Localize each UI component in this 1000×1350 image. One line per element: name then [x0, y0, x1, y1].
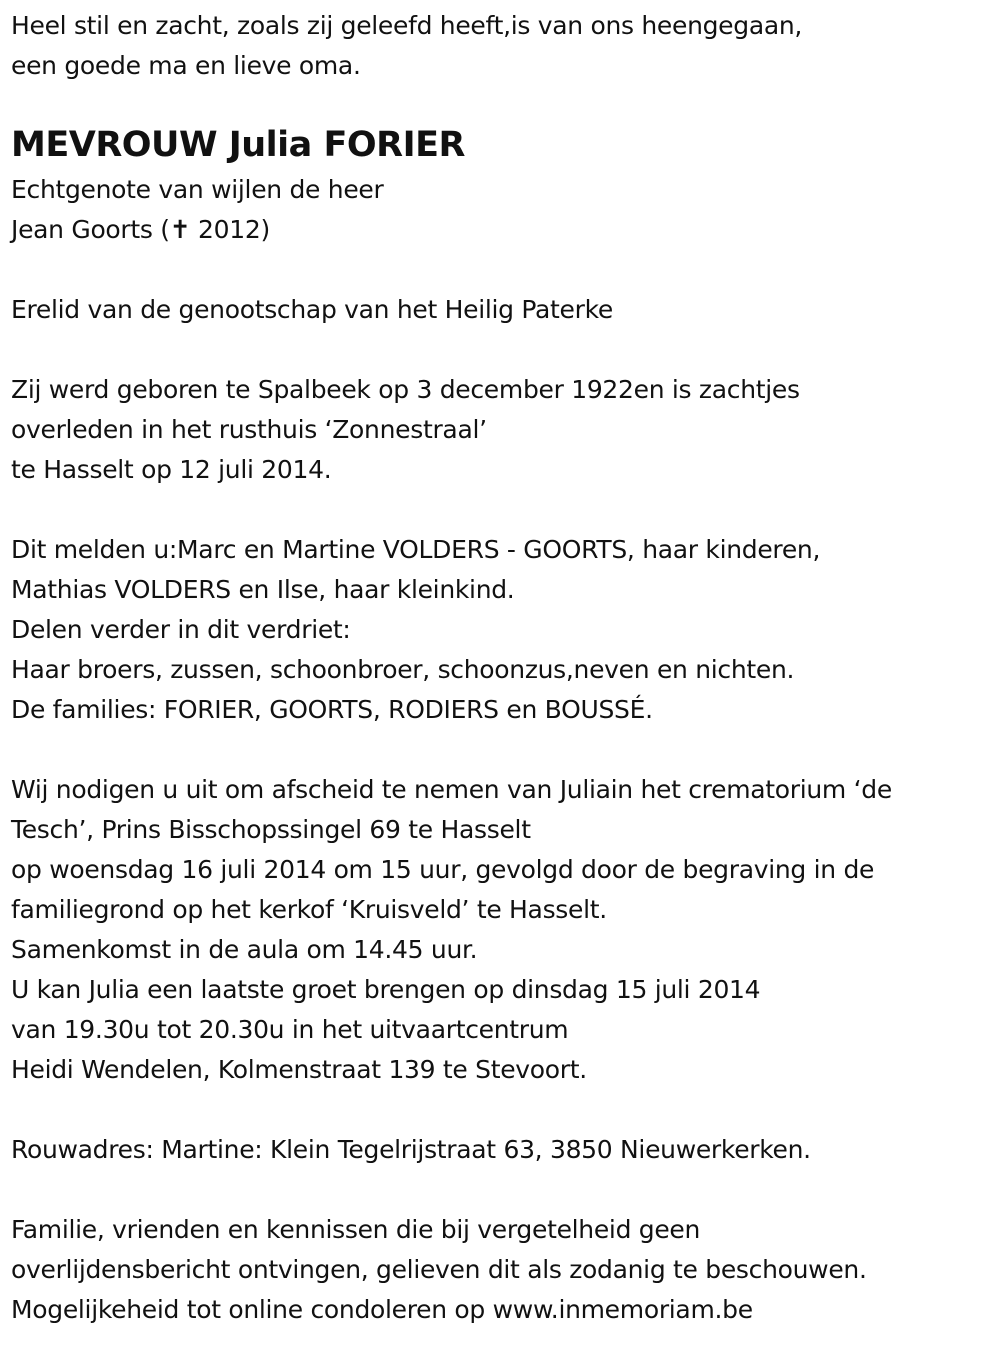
- closing-line: Mogelijkeheid tot online condoleren op www.inmemoriam.be: [11, 1295, 753, 1324]
- mourning-address: Rouwadres: Martine: Klein Tegelrijstraat 63, 3850 Nieuwerkerken.: [11, 1135, 811, 1164]
- ceremony-line: van 19.30u tot 20.30u in het uitvaartcentrum: [11, 1015, 569, 1044]
- announcers-line: Haar broers, zussen, schoonbroer, schoonzus,neven en nichten.: [11, 655, 795, 684]
- announcers-line: Delen verder in dit verdriet:: [11, 615, 351, 644]
- spacer: [11, 1090, 996, 1130]
- deceased-name: MEVROUW Julia FORIER: [11, 125, 465, 165]
- ceremony-line: Heidi Wendelen, Kolmenstraat 139 te Stevoort.: [11, 1055, 587, 1084]
- announcers-text: [11, 530, 996, 730]
- announcers-line: De families: FORIER, GOORTS, RODIERS en BOUSSÉ.: [11, 695, 653, 724]
- spouse-info: [11, 170, 996, 250]
- closing-text: [11, 1210, 996, 1330]
- ceremony-line: U kan Julia een laatste groet brengen op dinsdag 15 juli 2014: [11, 975, 761, 1004]
- ceremony-line: Tesch’, Prins Bisschopssingel 69 te Hasselt: [11, 815, 531, 844]
- spouse-line: Echtgenote van wijlen de heer: [11, 175, 384, 204]
- closing-line: Familie, vrienden en kennissen die bij vergetelheid geen: [11, 1215, 701, 1244]
- birth-death-line: Zij werd geboren te Spalbeek op 3 december 1922en is zachtjes: [11, 375, 800, 404]
- ceremony-text: [11, 770, 996, 1090]
- birth-death-line: te Hasselt op 12 juli 2014.: [11, 455, 332, 484]
- spacer: [11, 730, 996, 770]
- announcers-line: Dit melden u:Marc en Martine VOLDERS - GOORTS, haar kinderen,: [11, 535, 821, 564]
- spacer: [11, 1170, 996, 1210]
- spacer: [11, 250, 996, 290]
- spacer: [11, 490, 996, 530]
- membership-text: Erelid van de genootschap van het Heilig Paterke: [11, 295, 613, 324]
- closing-line: overlijdensbericht ontvingen, gelieven dit als zodanig te beschouwen.: [11, 1255, 867, 1284]
- obituary-notice: [11, 6, 996, 1330]
- birth-death-line: overleden in het rusthuis ‘Zonnestraal’: [11, 415, 487, 444]
- intro-text: [11, 6, 996, 86]
- intro-line: Heel stil en zacht, zoals zij geleefd heeft,is van ons heengegaan,: [11, 11, 803, 40]
- ceremony-line: op woensdag 16 juli 2014 om 15 uur, gevolgd door de begraving in de: [11, 855, 875, 884]
- ceremony-line: familiegrond op het kerkof ‘Kruisveld’ te Hasselt.: [11, 895, 607, 924]
- spouse-line: Jean Goorts (✝ 2012): [11, 215, 270, 244]
- ceremony-line: Samenkomst in de aula om 14.45 uur.: [11, 935, 478, 964]
- intro-line: een goede ma en lieve oma.: [11, 51, 361, 80]
- announcers-line: Mathias VOLDERS en Ilse, haar kleinkind.: [11, 575, 515, 604]
- birth-death-text: [11, 370, 996, 490]
- ceremony-line: Wij nodigen u uit om afscheid te nemen van Juliain het crematorium ‘de: [11, 775, 892, 804]
- spacer: [11, 330, 996, 370]
